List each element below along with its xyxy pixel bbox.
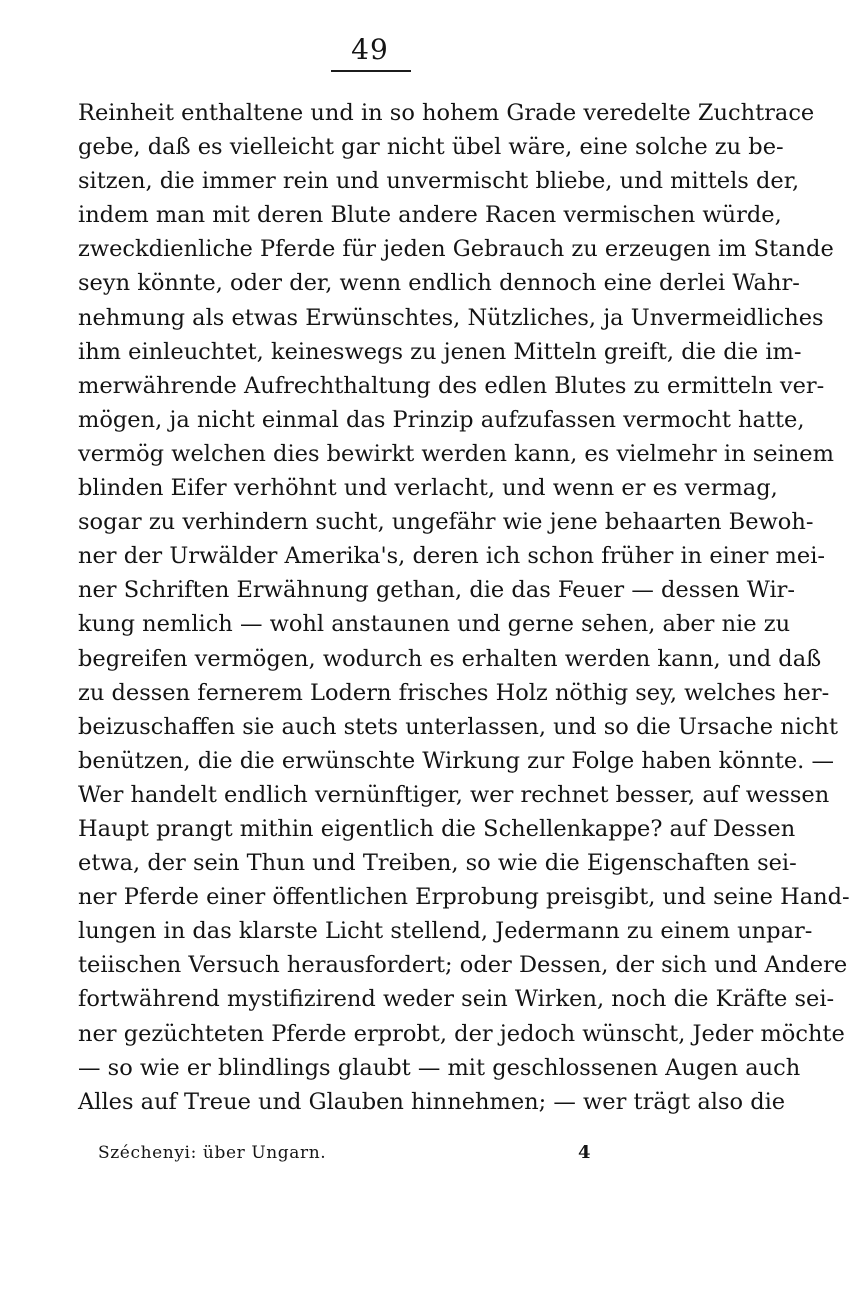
text-line: ner der Urwälder Amerika's, deren ich schon früher in einer mei- — [78, 543, 825, 570]
text-line: — so wie er blindlings glaubt — mit geschlossenen Augen auch — [78, 1054, 801, 1081]
text-line: blinden Eifer verhöhnt und verlacht, und wenn er es vermag, — [78, 475, 778, 502]
text-line: ner Pferde einer öffentlichen Erprobung preisgibt, und seine Hand- — [78, 884, 850, 911]
header-rule — [331, 70, 411, 72]
text-line: fortwährend mystifizirend weder sein Wirken, noch die Kräfte sei- — [78, 986, 835, 1013]
text-line: sitzen, die immer rein und unvermischt bliebe, und mittels der, — [78, 168, 800, 195]
text-line: ner Schriften Erwähnung gethan, die das Feuer — dessen Wir- — [78, 577, 796, 604]
page-footer — [0, 1138, 769, 1168]
text-line: vermög welchen dies bewirkt werden kann, es vielmehr in seinem — [78, 440, 834, 467]
text-line: etwa, der sein Thun und Treiben, so wie die Eigenschaften sei- — [78, 850, 797, 877]
sheet-number: 4 — [578, 1142, 591, 1163]
text-line: kung nemlich — wohl anstaunen und gerne sehen, aber nie zu — [78, 611, 791, 638]
text-line: beizuschaffen sie auch stets unterlassen, und so die Ursache nicht — [78, 713, 839, 740]
text-line: gebe, daß es vielleicht gar nicht übel wäre, eine solche zu be- — [78, 134, 784, 161]
text-line: begreifen vermögen, wodurch es erhalten werden kann, und daß — [78, 645, 822, 672]
text-line: indem man mit deren Blute andere Racen vermischen würde, — [78, 202, 782, 229]
text-line: teiischen Versuch herausfordert; oder Dessen, der sich und Andere — [78, 952, 848, 979]
text-line: nehmung als etwas Erwünschtes, Nützliches, ja Unvermeidliches — [78, 304, 824, 331]
text-line: mögen, ja nicht einmal das Prinzip aufzufassen vermocht hatte, — [78, 406, 805, 433]
text-line: Alles auf Treue und Glauben hinnehmen; — wer trägt also die — [78, 1088, 786, 1115]
text-line: Reinheit enthaltene und in so hohem Grade veredelte Zuchtrace — [78, 100, 815, 126]
page-number: 49 — [351, 33, 389, 66]
text-line: merwährende Aufrechthaltung des edlen Blutes zu ermitteln ver- — [78, 372, 825, 399]
text-line: ihm einleuchtet, keineswegs zu jenen Mitteln greift, die die im- — [78, 338, 802, 365]
text-line: zweckdienliche Pferde für jeden Gebrauch zu erzeugen im Stande — [78, 236, 834, 263]
text-line: benützen, die die erwünschte Wirkung zur Folge haben könnte. — — [78, 747, 834, 774]
text-line: zu dessen fernerem Lodern frisches Holz nöthig sey, welches her- — [78, 679, 830, 706]
text-line: seyn könnte, oder der, wenn endlich dennoch eine derlei Wahr- — [78, 270, 800, 297]
text-line: Haupt prangt mithin eigentlich die Schellenkappe? auf Dessen — [78, 815, 796, 842]
footer-signature: Széchenyi: über Ungarn. — [98, 1143, 327, 1163]
text-line: Wer handelt endlich vernünftiger, wer rechnet besser, auf wessen — [78, 781, 830, 808]
text-line: ner gezüchteten Pferde erprobt, der jedoch wünscht, Jeder möchte — [78, 1020, 845, 1047]
text-line: sogar zu verhindern sucht, ungefähr wie jene behaarten Bewoh- — [78, 509, 814, 536]
text-line: lungen in das klarste Licht stellend, Jedermann zu einem unpar- — [78, 918, 813, 945]
body-text — [78, 96, 850, 1119]
